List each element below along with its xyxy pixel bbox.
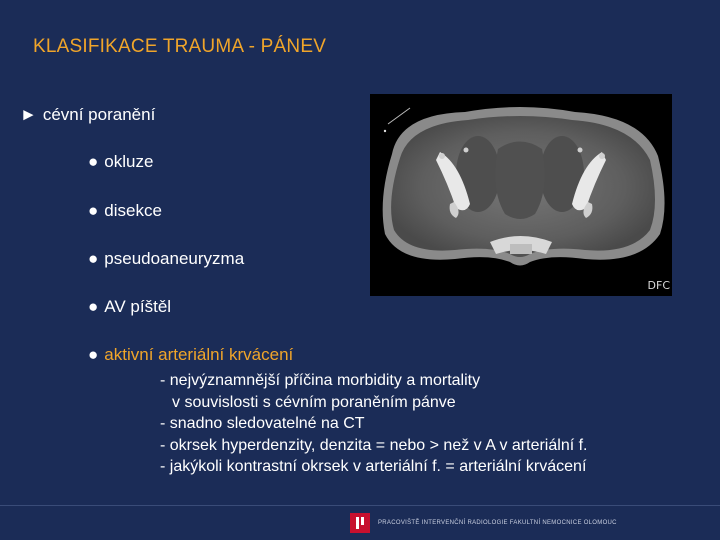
sub-item-highlighted [88,345,293,365]
sub-item-text: disekce [104,201,162,220]
slide-title: KLASIFIKACE TRAUMA - PÁNEV [33,36,327,57]
sub-item-text: AV píštěl [104,297,172,316]
detail-line: - nejvýznamnější příčina morbidity a mortality [160,372,481,389]
ct-pelvis-graphic [370,94,672,296]
sub-item-text: pseudoaneuryzma [104,249,245,268]
detail-line: v souvislosti s cévním poraněním pánve [172,393,456,411]
sub-item [88,297,171,317]
dot-bullet-icon: ● [88,345,99,364]
footer [350,512,617,534]
sub-item-text: aktivní arteriální krvácení [104,345,294,364]
dot-bullet-icon: ● [88,201,99,220]
footer-divider [0,505,720,506]
triangle-bullet-icon: ► [20,105,37,124]
image-corner-label: DFC [647,279,670,292]
dot-bullet-icon: ● [88,249,99,268]
detail-line: - okrsek hyperdenzity, denzita = nebo > než v A v arteriální f. [160,436,588,454]
ct-scan-image [370,94,672,296]
sub-item [88,249,244,269]
footer-text: PRACOVIŠTĚ INTERVENČNÍ RADIOLOGIE FAKULTNÍ NEMOCNICE OLOMOUC [378,520,617,526]
institution-logo-icon [350,513,370,533]
detail-line: - jakýkoli kontrastní okrsek v arteriální f. = arteriální krvácení [160,458,587,475]
dot-bullet-icon: ● [88,297,99,316]
sub-item [88,152,153,172]
detail-list [160,370,588,478]
sub-item-text: okluze [104,152,154,171]
detail-line: - snadno sledovatelné na CT [160,415,365,432]
main-bullet [20,105,155,125]
sub-item [88,201,162,221]
dot-bullet-icon: ● [88,152,99,171]
main-bullet-text: cévní poranění [42,105,156,124]
